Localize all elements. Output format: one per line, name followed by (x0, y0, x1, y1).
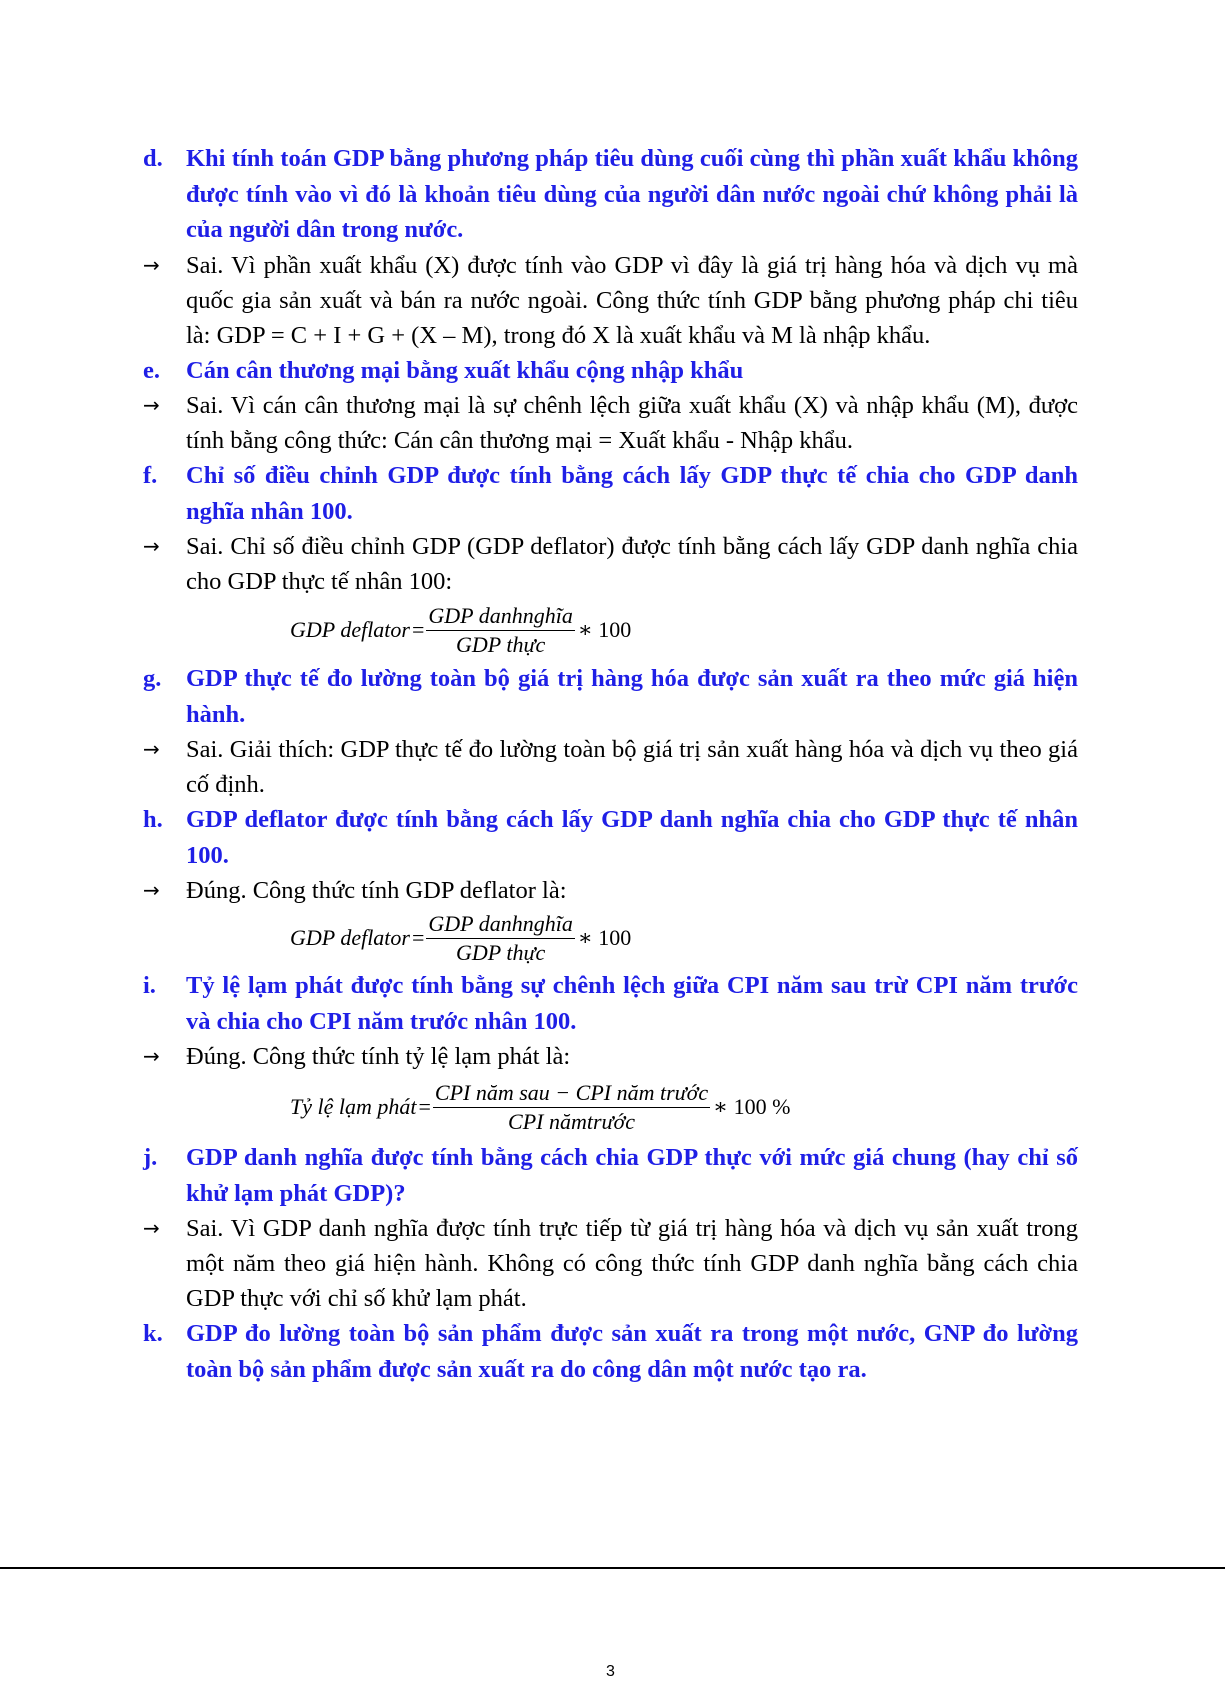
answer-e (143, 388, 1078, 458)
question-label: d. (143, 145, 163, 172)
question-e (143, 353, 1078, 389)
arrow-icon: → (143, 878, 160, 902)
question-label: g. (143, 665, 162, 692)
answer-h (143, 873, 1078, 908)
arrow-icon: → (143, 393, 160, 417)
formula-fraction (433, 1080, 710, 1135)
formula-denominator: GDP thực (456, 939, 546, 965)
question-text: Tỷ lệ lạm phát được tính bằng sự chênh lệch giữa CPI năm sau trừ CPI năm trước và chia cho CPI năm trước nhân 100. (186, 972, 1078, 1035)
formula-multiplier: ∗ 100 % (713, 1094, 791, 1119)
formula-multiplier: ∗ 100 (577, 617, 632, 642)
question-text: GDP danh nghĩa được tính bằng cách chia GDP thực với mức giá chung (hay chỉ số khử lạm phát GDP)? (186, 1144, 1078, 1207)
answer-text: Sai. Giải thích: GDP thực tế đo lường toàn bộ giá trị sản xuất hàng hóa và dịch vụ theo giá cố định. (186, 736, 1078, 798)
formula-fraction (426, 603, 574, 658)
question-g (143, 661, 1078, 732)
question-h (143, 802, 1078, 873)
footer-divider (0, 1567, 1225, 1569)
question-label: f. (143, 462, 158, 489)
question-label: h. (143, 806, 163, 833)
formula-equals: = (411, 925, 425, 950)
answer-text: Sai. Vì phần xuất khẩu (X) được tính vào GDP vì đây là giá trị hàng hóa và dịch vụ mà quốc gia sản xuất và bán ra nước ngoài. Công thức tính GDP bằng phương pháp chi tiêu là: GDP = C + I + G + (X – M), trong đó X là xuất khẩu và M là nhập khẩu. (186, 251, 1078, 349)
question-i (143, 968, 1078, 1039)
question-label: j. (143, 1144, 158, 1171)
formula-numerator: GDP danhnghĩa (426, 911, 574, 939)
question-label: i. (143, 972, 156, 999)
answer-j (143, 1211, 1078, 1316)
arrow-icon: → (143, 534, 160, 558)
page-number: 3 (606, 1663, 615, 1680)
formula-gdp-deflator (143, 908, 1078, 968)
answer-text: Đúng. Công thức tính tỷ lệ lạm phát là: (186, 1043, 571, 1070)
question-label: e. (143, 356, 160, 384)
question-text: GDP thực tế đo lường toàn bộ giá trị hàng hóa được sản xuất ra theo mức giá hiện hành. (186, 665, 1078, 728)
question-text: Cán cân thương mại bằng xuất khẩu cộng nhập khẩu (186, 356, 744, 384)
formula-lhs: GDP deflator (290, 925, 410, 950)
question-d (143, 141, 1078, 248)
answer-f (143, 529, 1078, 599)
formula-denominator: GDP thực (456, 631, 546, 657)
question-k (143, 1316, 1078, 1387)
answer-g (143, 732, 1078, 802)
formula-lhs: Tỷ lệ lạm phát (290, 1094, 417, 1119)
answer-i (143, 1039, 1078, 1074)
page-content (143, 141, 1078, 1680)
formula-multiplier: ∗ 100 (577, 925, 632, 950)
question-j (143, 1140, 1078, 1211)
formula-equals: = (418, 1094, 431, 1119)
question-text: Chỉ số điều chỉnh GDP được tính bằng cách lấy GDP thực tế chia cho GDP danh nghĩa nhân 100. (186, 462, 1078, 525)
answer-text: Đúng. Công thức tính GDP deflator là: (186, 877, 567, 904)
question-f (143, 458, 1078, 529)
answer-d (143, 248, 1078, 353)
formula-inflation-rate (143, 1074, 1078, 1140)
formula-fraction (426, 911, 574, 966)
question-label: k. (143, 1320, 163, 1347)
answer-text: Sai. Chỉ số điều chỉnh GDP (GDP deflator) được tính bằng cách lấy GDP danh nghĩa chia cho GDP thực tế nhân 100: (186, 533, 1078, 595)
question-text: GDP đo lường toàn bộ sản phẩm được sản xuất ra trong một nước, GNP đo lường toàn bộ sản phẩm được sản xuất ra do công dân một nước tạo ra. (186, 1320, 1078, 1383)
question-text: Khi tính toán GDP bằng phương pháp tiêu dùng cuối cùng thì phần xuất khẩu không được tính vào vì đó là khoản tiêu dùng của người dân nước ngoài chứ không phải là của người dân trong nước. (186, 145, 1078, 243)
answer-text: Sai. Vì cán cân thương mại là sự chênh lệch giữa xuất khẩu (X) và nhập khẩu (M), được tính bằng công thức: Cán cân thương mại = Xuất khẩu - Nhập khẩu. (186, 392, 1078, 454)
formula-equals: = (411, 617, 425, 642)
formula-numerator: GDP danhnghĩa (426, 603, 574, 631)
arrow-icon: → (143, 252, 160, 277)
formula-gdp-deflator (143, 599, 1078, 661)
answer-text: Sai. Vì GDP danh nghĩa được tính trực tiếp từ giá trị hàng hóa và dịch vụ sản xuất trong một năm theo giá hiện hành. Không có công thức tính GDP danh nghĩa bằng cách chia GDP thực với chỉ số khử lạm phát. (186, 1215, 1078, 1312)
formula-denominator: CPI nămtrước (508, 1108, 636, 1134)
arrow-icon: → (143, 737, 160, 761)
formula-numerator: CPI năm sau − CPI năm trước (433, 1080, 710, 1108)
formula-lhs: GDP deflator (290, 617, 410, 642)
arrow-icon: → (143, 1216, 160, 1240)
arrow-icon: → (143, 1044, 160, 1068)
question-text: GDP deflator được tính bằng cách lấy GDP danh nghĩa chia cho GDP thực tế nhân 100. (186, 806, 1078, 869)
